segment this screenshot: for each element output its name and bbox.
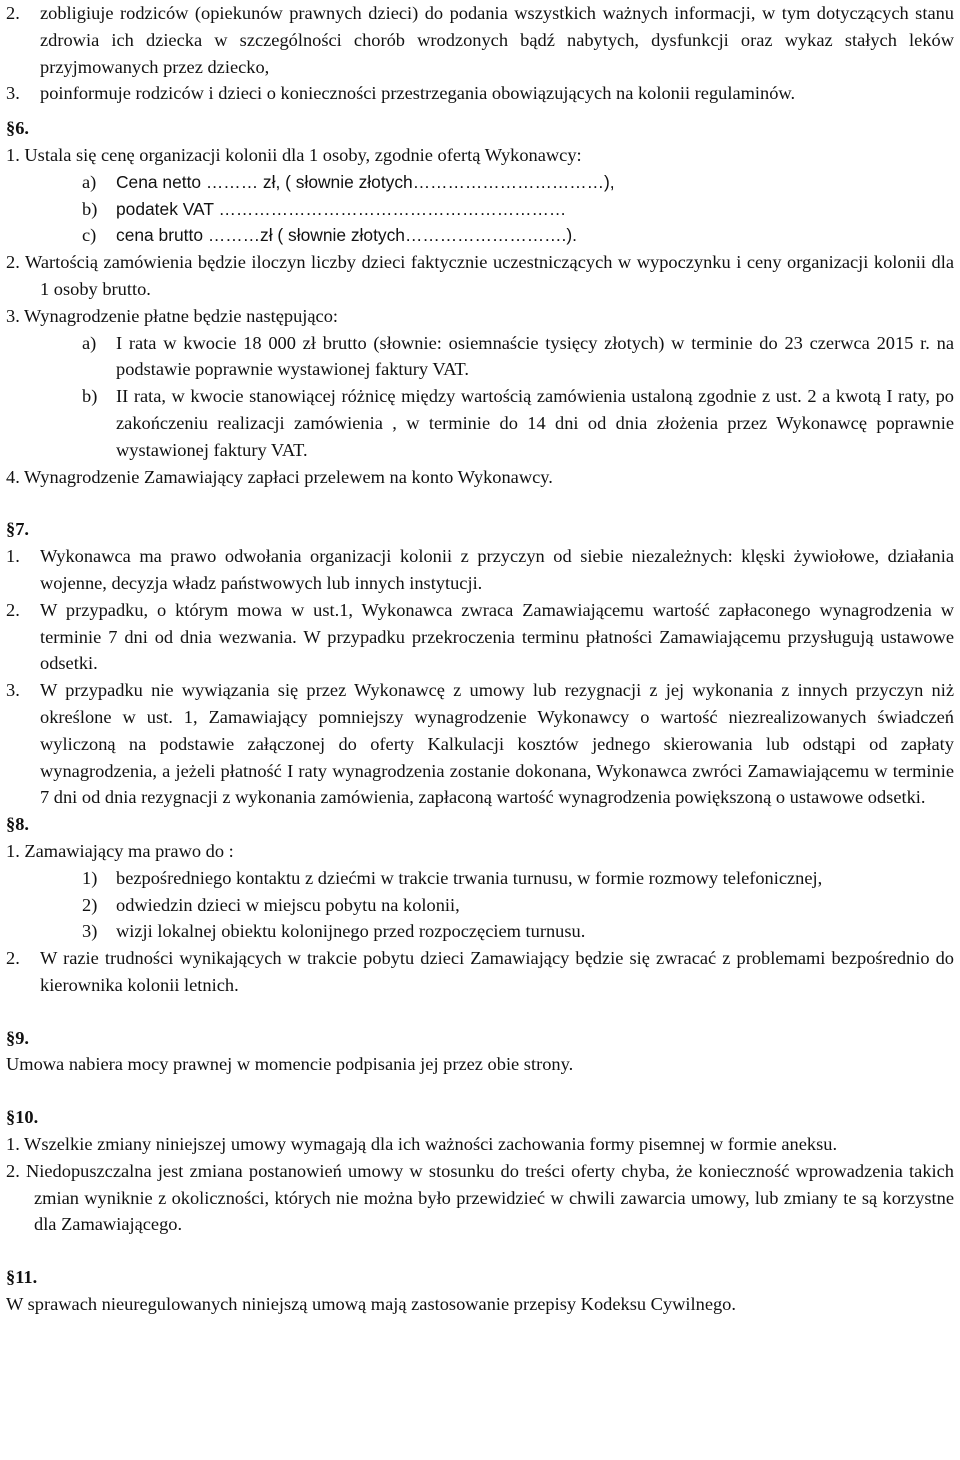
- item-number: 2.: [6, 948, 20, 969]
- second-installment-text: II rata, w kwocie stanowiącej różnicę między wartością zamówienia ustaloną zgodnie z ust. 2 a kwotą I raty, po zakończeniu realizacji zamówienia , w terminie do 14 dni od dnia złożenia przez Wykonawcę poprawnie wystawionej faktury VAT.: [116, 386, 954, 460]
- sub-item-number: 2): [82, 894, 98, 915]
- sub-item-number: 3): [82, 921, 98, 942]
- list-item: [6, 945, 954, 999]
- item-text: zobligiuje rodziców (opiekunów prawnych dzieci) do podania wszystkich ważnych informacji, w tym dotyczących stanu zdrowia ich dziecka w szczególności chorób wrodzonych bądź nabytych, dysfunkcji oraz wykaz stałych leków przyjmowanych przez dziecko,: [40, 3, 954, 77]
- paragraph: 3. Wynagrodzenie płatne będzie następująco:: [6, 305, 339, 326]
- list-item: [6, 597, 954, 677]
- paragraph: 2. Wartością zamówienia będzie iloczyn liczby dzieci faktycznie uczestniczących w wypoczynku i ceny organizacji kolonii dla 1 osoby brutto.: [6, 252, 954, 299]
- paragraph: Umowa nabiera mocy prawnej w momencie podpisania jej przez obie strony.: [6, 1054, 574, 1075]
- list-item: [6, 677, 954, 811]
- sub-item-text: odwiedzin dzieci w miejscu pobytu na kolonii,: [116, 894, 460, 915]
- item-number: 1.: [6, 546, 20, 567]
- section-heading-8: §8.: [6, 814, 29, 835]
- sub-item-number: 1): [82, 867, 98, 888]
- sub-item: [6, 222, 954, 249]
- paragraph: 1. Zamawiający ma prawo do :: [6, 840, 234, 861]
- section-heading-10: §10.: [6, 1107, 39, 1128]
- item-text: W przypadku nie wywiązania się przez Wykonawcę z umowy lub rezygnacji z jej wykonania z innych przyczyn niż określone w ust. 1, Zamawiający pomniejszy wynagrodzenie Wykonawcy o wartość niezrealizowanych świadczeń wyliczoną na podstawie załączonej do oferty Kalkulacji kosztów jednego skierowania lub odstąpi od zapłaty wynagrodzenia, a jeżeli płatność I raty wynagrodzenia zostanie dokonana, Wykonawca zwróci Zamawiającemu w terminie 7 dni od dnia rezygnacji z wykonania zamówienia, zapłaconą wartość wynagrodzenia powiększoną o ustawowe odsetki.: [40, 680, 954, 808]
- sub-item-text: bezpośredniego kontaktu z dziećmi w trakcie trwania turnusu, w formie rozmowy telefonicznej,: [116, 867, 823, 888]
- list-item: [6, 0, 954, 80]
- sub-item-letter: b): [82, 386, 98, 407]
- paragraph: 1. Ustala się cenę organizacji kolonii dla 1 osoby, zgodnie ofertą Wykonawcy:: [6, 144, 582, 165]
- item-number: 2.: [6, 3, 20, 23]
- item-text: W przypadku, o którym mowa w ust.1, Wykonawca zwraca Zamawiającemu wartość zapłaconego wynagrodzenia w terminie 7 dni od dnia wezwania. W przypadku przekroczenia terminu płatności Zamawiającemu przysługują ustawowe odsetki.: [40, 599, 954, 674]
- sub-item: [6, 383, 954, 463]
- sub-item-letter: a): [82, 171, 97, 192]
- sub-item: [6, 918, 954, 945]
- sub-item: [6, 865, 954, 892]
- list-item: [6, 80, 954, 107]
- item-text: W razie trudności wynikających w trakcie pobytu dzieci Zamawiający będzie się zwracać z problemami bezpośrednio do kierownika kolonii letnich.: [40, 948, 954, 995]
- sub-item-letter: c): [82, 225, 97, 246]
- item-number: 3.: [6, 680, 20, 701]
- vat-line: podatek VAT ……………………………………………………: [116, 198, 567, 219]
- paragraph: 4. Wynagrodzenie Zamawiający zapłaci przelewem na konto Wykonawcy.: [6, 466, 553, 487]
- sub-item: [6, 169, 954, 196]
- list-item: [6, 543, 954, 597]
- gross-price-line: cena brutto ………zł ( słownie złotych……………………….).: [116, 225, 577, 246]
- item-number: 3.: [6, 83, 20, 104]
- sub-item: [6, 196, 954, 223]
- section-heading-6: §6.: [6, 118, 29, 139]
- first-installment-text: I rata w kwocie 18 000 zł brutto (słownie: osiemnaście tysięcy złotych) w terminie do 23 czerwca 2015 r. na podstawie poprawnie wystawionej faktury VAT.: [116, 332, 954, 380]
- item-text: poinformuje rodziców i dzieci o konieczności przestrzegania obowiązujących na kolonii regulaminów.: [40, 83, 796, 104]
- section-heading-11: §11.: [6, 1267, 38, 1288]
- sub-item: [6, 892, 954, 919]
- net-price-line: Cena netto ……… zł, ( słownie złotych……………………………),: [116, 171, 615, 192]
- paragraph: 1. Wszelkie zmiany niniejszej umowy wymagają dla ich ważności zachowania formy pisemnej w formie aneksu.: [6, 1134, 838, 1155]
- sub-item: [6, 330, 954, 384]
- paragraph: 2. Niedopuszczalna jest zmiana postanowień umowy w stosunku do treści oferty chyba, że konieczność wprowadzenia takich zmian wyniknie z okoliczności, których nie można było przewidzieć w chwili zawarcia umowy, lub zmiany te są korzystne dla Zamawiającego.: [6, 1160, 954, 1235]
- paragraph: W sprawach nieuregulowanych niniejszą umową mają zastosowanie przepisy Kodeksu Cywilnego.: [6, 1294, 736, 1315]
- sub-item-letter: b): [82, 198, 98, 219]
- item-number: 2.: [6, 599, 20, 620]
- sub-item-text: wizji lokalnej obiektu kolonijnego przed rozpoczęciem turnusu.: [116, 921, 586, 942]
- item-text: Wykonawca ma prawo odwołania organizacji kolonii z przyczyn od siebie niezależnych: klęski żywiołowe, działania wojenne, decyzja władz państwowych lub innych instytucji.: [40, 546, 954, 593]
- section-heading-9: §9.: [6, 1027, 29, 1048]
- sub-item-letter: a): [82, 332, 97, 353]
- section-heading-7: §7.: [6, 519, 29, 540]
